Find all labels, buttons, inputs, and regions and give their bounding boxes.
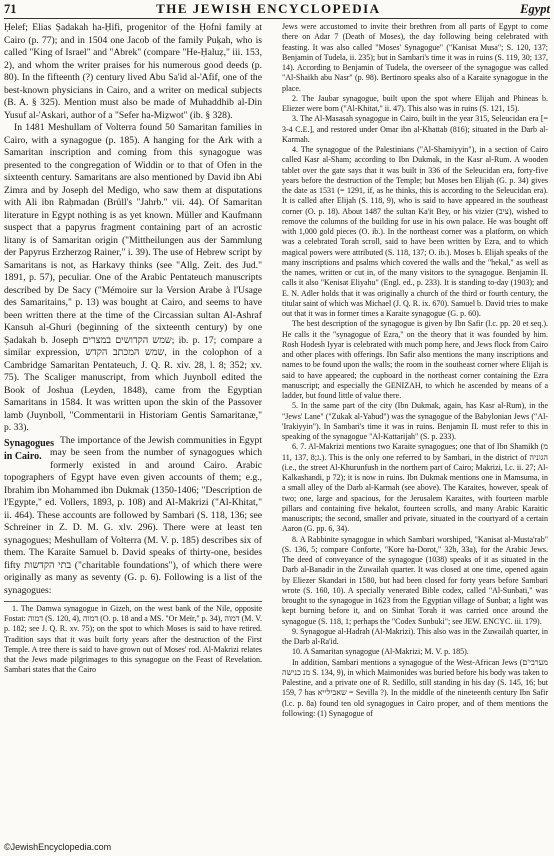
page-header [4, 0, 550, 19]
paragraph: 10. A Samaritan synagogue (Al-Makrizi; M. V. p. 185). [292, 647, 469, 657]
page-number: 71 [4, 1, 17, 16]
paragraph: In 1481 Meshullam of Volterra found 50 Samaritan families in Cairo, with a synagogue (p. 185). A hanging for the Ark with a Samaritan inscription and coming from this synagogue was presented to the congregation of Widdin or to that of Ofen in the sixteenth century. Samaritans are also mentioned by David ibn Abi Zimra and by Joseph del Medigo, who saw them at disputations with Ali ibn Raḥmadan (Brüll's "Jahrb." vii. 44). Of Samaritan literature in Egypt nothing is as yet known. Müller and Kaufmann suspect that a papyrus fragment containing part of an acrostic litany is of Samaritan origin ("Mittheilungen aus der Sammlung der Papyrus Erzherzog Rainer," i. 39). The use of Hebrew script by Samaritans is not, as Harkavy thinks (see "Allg. Zeit. des Jud." 1891, p. 57), peculiar. One of the Arabic Pentateuch manuscripts described by De Sacy ("Mémoire sur la Version Arabe à l'Usage des Samaritains," p. 13) was bought at Cairo, and seems to have been written there at the time of the Circassian sultan Al-Ashraf Kansuh al-Ghuri (beginning of the sixteenth century) by one Ṣadakah b. Joseph שמש הקדושים במצרים; ib. p. 17; compare a similar expression, שמש המכתב הקדש, in the colophon of a Cambridge Samaritan Pentateuch, J. Q. R. xiv. 28, l. 8; 352; xv. 75). The Scaliger manuscript, from which Juynboll edited the Book of Joshua (Leyden, 1848), came from the Egyptian Samaritans in 1584. It was written upon the skin of the Passover lamb (Juynboll, "Commentarii in Historiam Gentis Samaritanæ," p. 33). [4, 122, 262, 433]
paragraph: 3. The Al-Masasah synagogue in Cairo, built in the year 315, Seleucidan era [= 3-4 C.E.], and restored under Omar ibn al-Khattab (816); situated in the Darb al-Karmah. [282, 114, 548, 144]
paragraph: The importance of the Jewish communities in Egypt may be seen from the number of synagogues which formerly existed in and around Cairo. Arabic topographers of Egypt have even given accounts of them; e.g., Ibrahim ibn Mohammed ibn Dukmak (1350-1406; "Description de l'Egypte," ed. Vollers, 1893, p. 108) and Al-Makrizi ("Al-Khitat," ii. 464). These accounts are followed by Sambari (S. 118, 136; see Schreiner in Z. D. M. G. xlv. 296). There were at least ten synagogues; Meshullam of Volterra (M. V. p. 185) describes six of them. The Karaite Samuel b. David speaks of thirty-one, besides fifty בתי הקדשות ("charitable foundations"), of which there were originally as many as seventy (G. p. 6). Following is a list of the synagogues: [4, 434, 262, 596]
right-column [282, 22, 548, 840]
footnote-text: 1. The Damwa synagogue in Gizeh, on the west bank of the Nile, opposite Fostat: דמוה (S. 120, 4), דמוה (O. p. 18 and a MS. "Or Meïr," p. 34), דמוה (M. V. p. 182; see J. Q. R. xv. 75); on the spot to which Moses is said to have retired. Tradition says that it was built forty years after the destruction of the First Temple. A tree there is said to have grown out of Moses' rod. Al-Makrizi relates that the Jews made pilgrimages to this synagogue on the Feast of Revelation. Sambari states that the Cairo [4, 604, 262, 675]
side-heading: Synagogues in Cairo. [4, 437, 55, 462]
running-headword: Egypt [520, 1, 550, 16]
paragraph: 9. Synagogue al-Hadrah (Al-Makrizi). This also was in the Zuwailah quarter, in the Darb al-Ra'id. [282, 626, 548, 646]
paragraph: Ḥelef; Elias Ṣadakah ha-Ḥifi, progenitor of the Ḥofni family at Cairo (p. 77); and in 1504 one Jacob of the family Puḳah, who is called "King of Israel" and "Abrek" (compare "He-Ḥaluẓ," iii. 153, 2), and whom the writer praises for his numerous good deeds (p. 80). In the fifteenth (?) century lived Abu Sa'id al-'Afif, one of the best-known physicians in Cairo, and a writer on medical subjects (B. A. § 325). Mention must also be made of Muhaddhib al-Din Yusuf al-'Askari, author of a "Sefer ha-Miẓwot" (ib. § 328). [4, 22, 262, 121]
paragraph: 2. The Jaubar synagogue, built upon the spot where Elijah and Phineas b. Eliezer were born ("Al-Khitat," ii. 47). This also was in ruins (S. 121, 15). [282, 93, 548, 113]
left-column [4, 22, 262, 840]
paragraph: 6. 7. Al-Makrizi mentions two Karaite synagogues; one that of Ibn Shamikh (מ .ג;8 ,137 ,11). This is the only one referred to by Sambari, in the district of הגוניה (i.e., the street Al-Khurunfush in the northern part of Cairo; Makrizi, l.c. ii. 27; Al-Kalkashandi, p 72); it is now in ruins. Ibn Dukmak mentions one in Mamsuma, in a small alley of the Darb al-Karmah (see above). The Karaites, however, speak of two; one, large and spacious, for the Jerusalem Karaites, with fourteen marble pillars and containing five hekalot, fourteen scrolls, and many Arabic Karaitic manuscripts; the second, smaller and private, situated in the courtyard of a certain Aaron (G. pp. 6, 34). [282, 442, 548, 534]
paragraph: Jews were accustomed to invite their brethren from all parts of Egypt to come there on Adar 7 (Death of Moses), the day following being celebrated with feasting. It was also called "Moses' Synagogue" ("Kanisat Musa"; S. 120, 137; Benjamin of Tudela, ii. 235); but in Sambari's time it was in ruins (S. 119, 30; 137, 14). According to Benjamin of Tudela, the overseer of the synagogue was called "Al-Shaikh abu Nasr" (p. 98). Bertinoro speaks also of a Karaite synagogue in the place. [282, 22, 548, 93]
footnote [4, 601, 262, 675]
paragraph: 4. The synagogue of the Palestinians ("Al-Shamiyyin"), in a section of Cairo called Kasr al-Sham; according to Ibn Dukmak, in the Kasr al-Rum. A wooden tablet over the gate says that it was built in 336 of the Seleucidan era, forty-five years before the destruction of the Temple; but Moses ben Elijah (G. p. 34) gives the date as 1531 (= 1291, if, as he thinks, this is according to the Seleucidan era). It is called after Elijah (S. 118, 9), who is said to have appeared in the southeast corner (O. p. 18). About 1487 the sultan Ka'it Bey, or his vizier (ציב), wished to remove the columns of the building for use in his own palace. He was bought off with 1,000 gold pieces (O. ib.). In the northeast corner was a platform, on which was a celebrated Torah scroll, said to have been written by Ezra, and to which magical powers were attributed (S. 118, 137; O. ib.). Moses b. Elijah speaks of the many inscriptions and psalms which covered the walls and the "hekal," as well as the names, written or cut in, of the many visitors to the synagogue. Benjamin II. calls it also "Kenisat Eliyahu" (Engl. ed., p. 233). It is standing to-day (1903); and E. N. Adler holds that it was originally a church of the third or fourth century, the titular saint of which was Michael (J. Q. R. ix. 670). Samuel b. David tries to make out that it was in former times a Karaite synagogue (G. p. 60). [282, 145, 548, 318]
copyright-footer: ©JewishEncyclopedia.com [4, 842, 112, 852]
running-title: THE JEWISH ENCYCLOPEDIA [156, 1, 381, 16]
paragraph: In addition, Sambari mentions a synagogue of the West-African Jews (מערבי'ם מנ כנישה S. 134, 9), in which Maimonides was buried before his body was taken to Palestine, and a private one of R. Sedillo, still standing in his day (S. 145, 16; but 159, 7 has שאבילייא = Sevilla ?). In the middle of the nineteenth century Ibn Safir (l.c. p. 8a) found ten old synagogues in Cairo proper, and of them mentions the following: (1) Synagogue of [282, 657, 548, 718]
paragraph: 8. A Rabbinite synagogue in which Sambari worshiped, "Kanisat al-Musta'rab" (S. 136, 5; compare Conforte, "Kore ha-Dorot," 32b, 33a), for the Arabic Jews. The deed of conveyance of the synagogue (1038) speaks of it as situated in the Darb al-Banadir in the Zuwailah quarter. It was closed at one time, opened again by Eliezer Skandari in 1580, but had been closed for forty years before Sambari wrote (S. 160, 10). A specially venerated Bible codex, called "Al-Sunbati," was brought to the synagogue in 1623 from the Egyptian village of Sunbat; a light was kept burning before it, and on Simhat Torah it was carried once around the synagogue (S. 118, 1; perhaps the "Codex Sunbuki"; see JEW. ENCYC. iii. 179). [282, 534, 548, 626]
paragraph: 5. In the same part of the city (Ibn Dukmak, again, has Kasr al-Rum), in the "Jews' Lane" ("Zukak al-Yahud") was the synagogue of the Babylonian Jews ("Al-'Irakiyyin"). In Sambari's time it was in ruins. Benjamin II. must refer to this in speaking of the synagogue "Al-Kattarijah" (S. p. 233). [282, 401, 548, 441]
paragraph: The best description of the synagogue is given by Ibn Safir (l.c. pp. 20 et seq.). He calls it the "synagogue of Ezra," on the theory that it was founded by him. Rosh Hodesh Iyyar is celebrated with much pomp here, and Jews flock from Cairo and other places with offerings. Ibn Safir also mentions the many inscriptions and names to be found upon the walls; the room in the southeast corner where Elijah is said to have appeared; the cupboard in the northeast corner containing the Ezra manuscript; and especially the GENIZAH, to which he ascended by means of a ladder, but found little of value there. [282, 319, 548, 400]
